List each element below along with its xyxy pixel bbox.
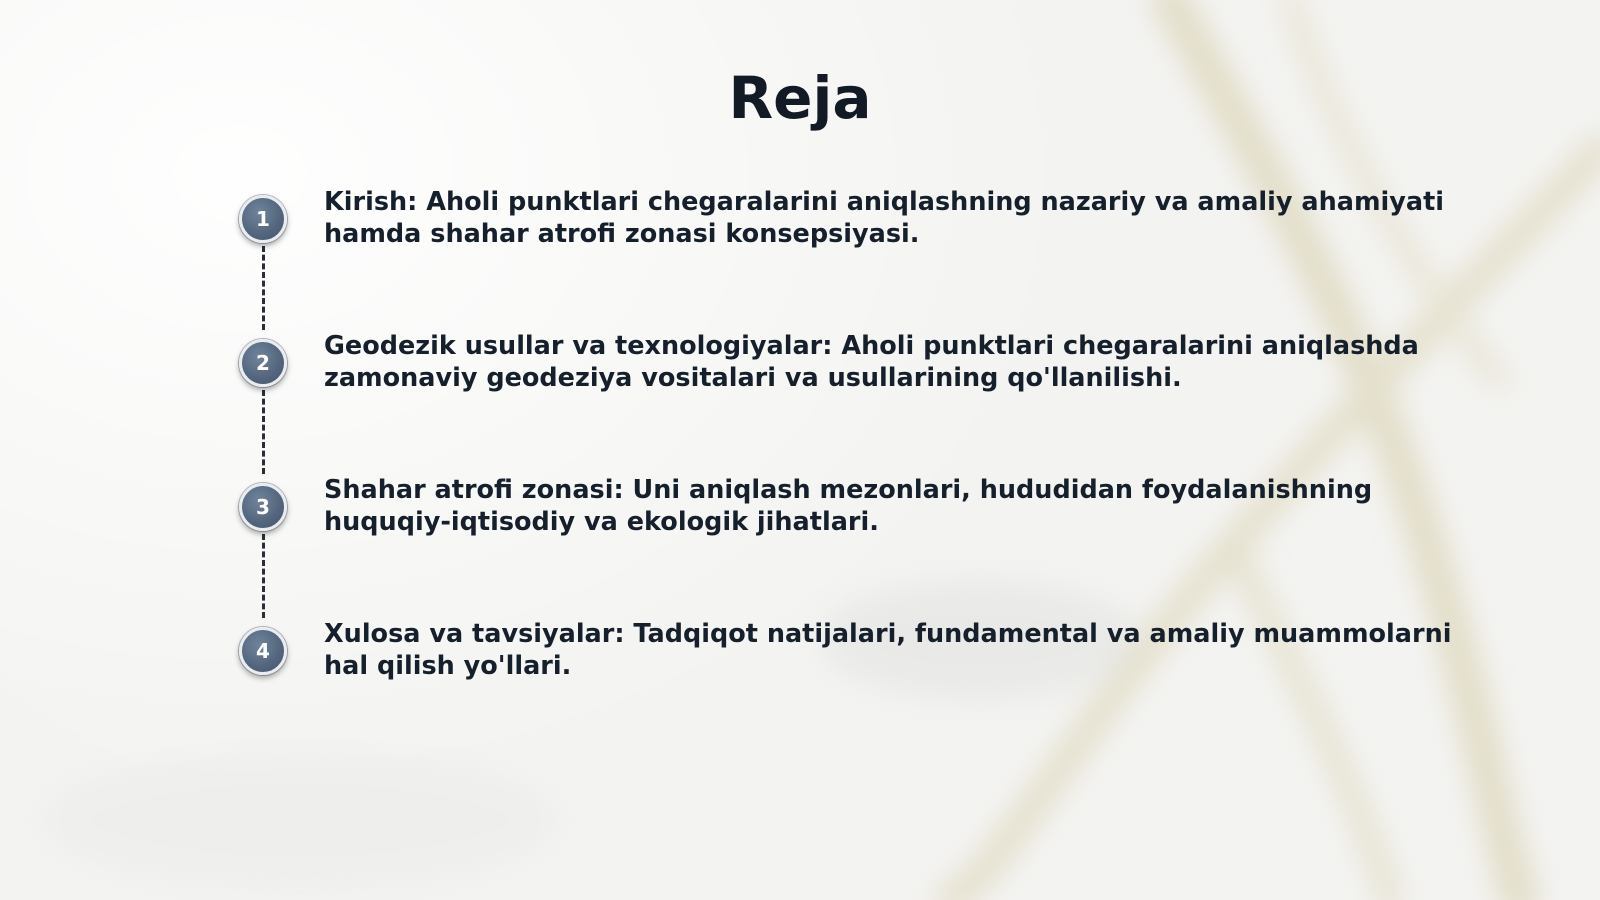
- agenda-item-text: Shahar atrofi zonasi: Uni aniqlash mezonlari, hududidan foydalanishning huquqiy-iqtisodiy va ekologik jihatlari.: [324, 475, 1373, 537]
- agenda-item-text: Kirish: Aholi punktlari chegaralarini aniqlashning nazariy va amaliy ahamiyati hamda shahar atrofi zonasi konsepsiyasi.: [324, 187, 1445, 249]
- step-number-badge: 4: [239, 627, 287, 675]
- agenda-item-text: Xulosa va tavsiyalar: Tadqiqot natijalari, fundamental va amaliy muammolarni hal qilish yo'llari.: [324, 619, 1452, 681]
- agenda-item-text: Geodezik usullar va texnologiyalar: Aholi punktlari chegaralarini aniqlashda zamonaviy geodeziya vositalari va usullarining qo'llanilishi.: [324, 331, 1419, 393]
- slide-title: Reja: [728, 64, 872, 132]
- timeline-connector: [262, 246, 265, 330]
- timeline-connector: [262, 534, 265, 618]
- step-number-badge: 2: [239, 339, 287, 387]
- step-number-badge: 3: [239, 483, 287, 531]
- timeline-connector: [262, 390, 265, 474]
- step-number-badge: 1: [239, 195, 287, 243]
